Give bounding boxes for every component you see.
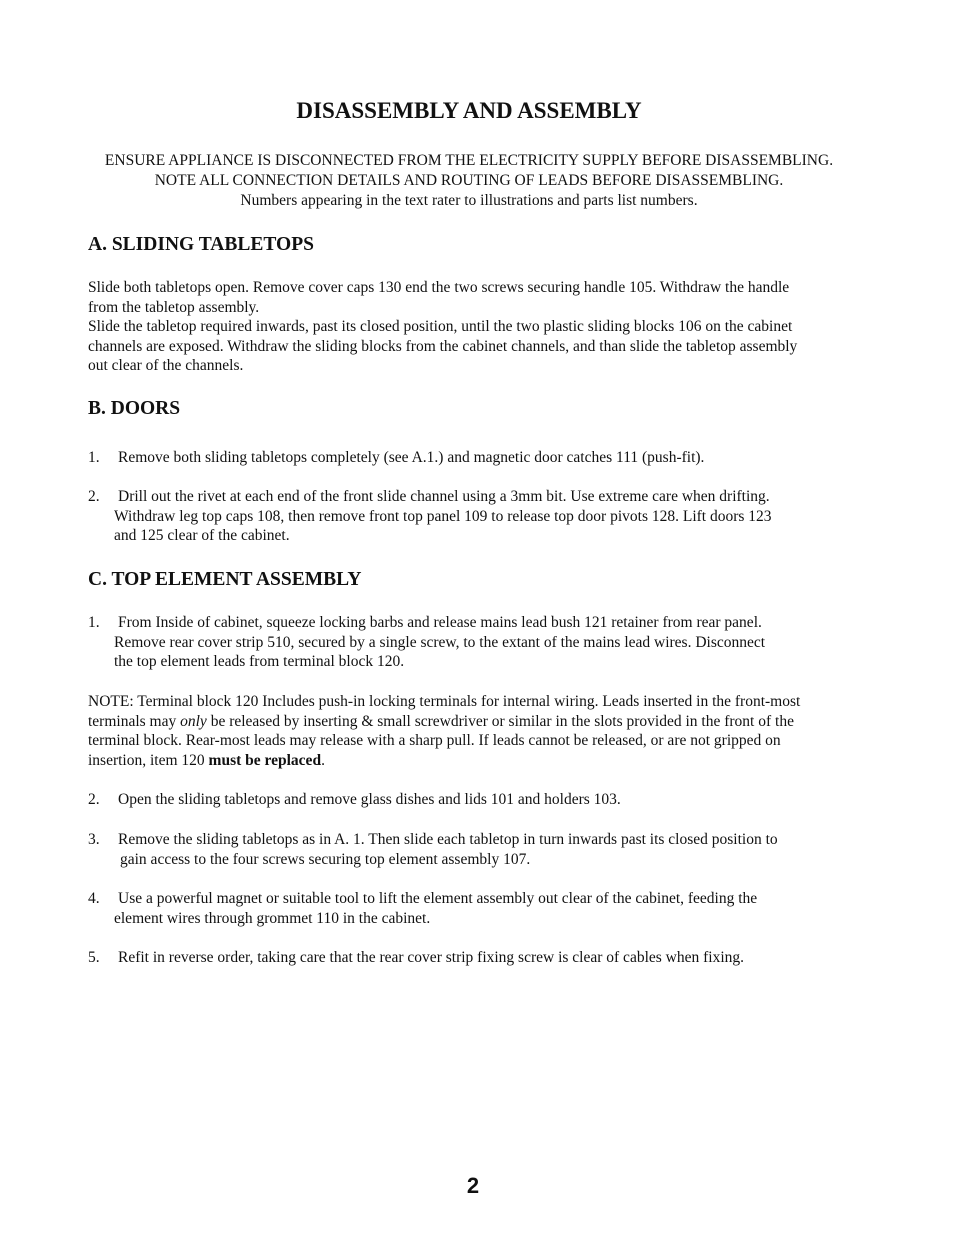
element-step-2 [88, 790, 888, 810]
text-line: out clear of the channels. [88, 357, 244, 375]
text-line: the top element leads from terminal block 120. [114, 653, 405, 671]
step-number: 2. [88, 791, 100, 808]
numbers-note: Numbers appearing in the text rater to illustrations and parts list numbers. [240, 192, 698, 209]
text-line: Slide both tabletops open. Remove cover caps 130 end the two screws securing handle 105. Withdraw the handle [88, 279, 790, 296]
section-a-heading: A. SLIDING TABLETOPS [88, 234, 314, 255]
element-step-1 [88, 613, 888, 672]
element-step-4 [88, 889, 888, 928]
warning-note-connections: NOTE ALL CONNECTION DETAILS AND ROUTING OF LEADS BEFORE DISASSEMBLING. [154, 172, 784, 189]
element-step-3 [88, 830, 888, 869]
step-number: 3. [88, 831, 100, 848]
step-number: 2. [88, 488, 100, 505]
text-line: Drill out the rivet at each end of the front slide channel using a 3mm bit. Use extreme care when drifting. [118, 488, 770, 505]
text-line: Remove both sliding tabletops completely (see A.1.) and magnetic door catches 111 (push-fit). [118, 449, 705, 466]
text-line: Use a powerful magnet or suitable tool to lift the element assembly out clear of the cabinet, feeding the [118, 890, 758, 907]
must-be-replaced-emphasis: must be replaced [208, 751, 322, 769]
text-line: From Inside of cabinet, squeeze locking barbs and release mains lead bush 121 retainer from rear panel. [118, 614, 762, 631]
section-b-heading: B. DOORS [88, 398, 181, 419]
text-line: element wires through grommet 110 in the cabinet. [114, 909, 431, 927]
warning-disconnect: ENSURE APPLIANCE IS DISCONNECTED FROM THE ELECTRICITY SUPPLY BEFORE DISASSEMBLING. [104, 152, 834, 169]
text-line: insertion, item 120 must be replaced. [88, 751, 325, 769]
text-line: terminal block. Rear-most leads may release with a sharp pull. If leads cannot be released, or are not gripped on [88, 732, 781, 750]
text-line: Withdraw leg top caps 108, then remove front top panel 109 to release top door pivots 128. Lift doors 123 [114, 507, 772, 525]
section-a-body [88, 278, 888, 376]
doors-step-1 [88, 448, 888, 468]
doors-step-2 [88, 487, 888, 546]
text-line: NOTE: Terminal block 120 Includes push-in locking terminals for internal wiring. Leads inserted in the front-most [88, 693, 801, 710]
step-number: 5. [88, 949, 100, 966]
step-number: 1. [88, 449, 100, 466]
text-line: Remove rear cover strip 510, secured by a single screw, to the extant of the mains lead wires. Disconnect [114, 633, 766, 651]
page-title: DISASSEMBLY AND ASSEMBLY [296, 98, 642, 123]
emphasis-only: only [180, 712, 207, 730]
page-number: 2 [466, 1173, 480, 1198]
step-number: 1. [88, 614, 100, 631]
section-c-heading: C. TOP ELEMENT ASSEMBLY [88, 569, 362, 590]
text-line: Remove the sliding tabletops as in A. 1. Then slide each tabletop in turn inwards past its closed position to [118, 831, 778, 848]
element-step-5 [88, 948, 888, 968]
text-line: Refit in reverse order, taking care that the rear cover strip fixing screw is clear of cables when fixing. [118, 949, 745, 966]
terminal-block-note [88, 692, 888, 770]
text-line: Slide the tabletop required inwards, past its closed position, until the two plastic sliding blocks 106 on the cabinet [88, 318, 793, 336]
text-line: channels are exposed. Withdraw the sliding blocks from the cabinet channels, and than slide the tabletop assembly [88, 337, 798, 355]
step-number: 4. [88, 890, 100, 907]
text-line: terminals may only be released by inserting & small screwdriver or similar in the slots provided in the front of the [88, 712, 794, 730]
text-line: Open the sliding tabletops and remove glass dishes and lids 101 and holders 103. [118, 791, 621, 808]
text-line: and 125 clear of the cabinet. [114, 527, 290, 545]
text-line: gain access to the four screws securing top element assembly 107. [120, 850, 531, 868]
safety-warnings [0, 151, 938, 211]
text-line: from the tabletop assembly. [88, 298, 260, 316]
